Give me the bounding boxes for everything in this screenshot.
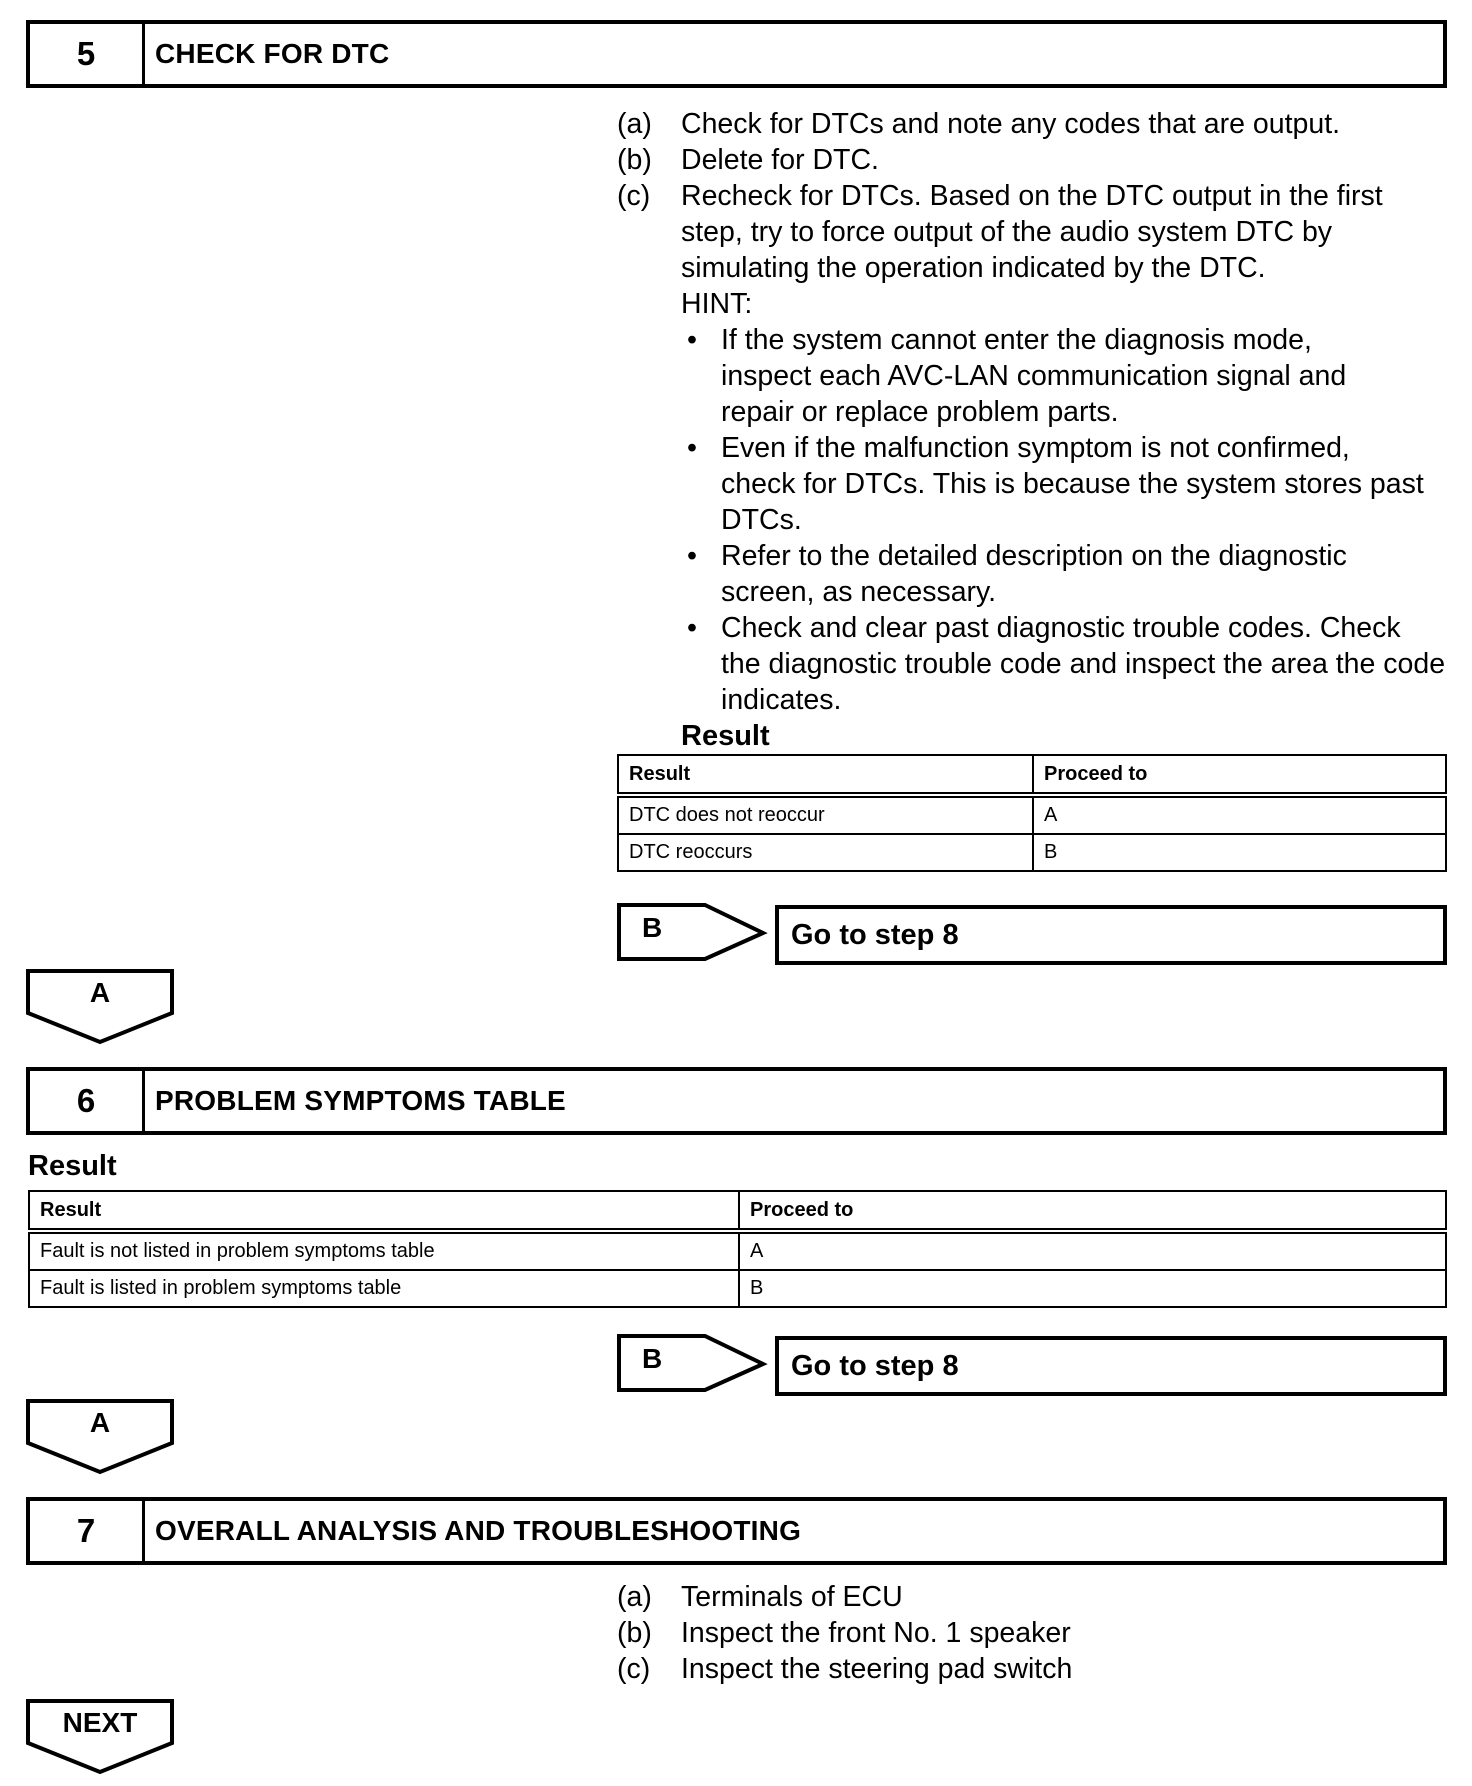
result-cell: Fault is listed in problem symptoms table [29,1270,739,1307]
column-header-proceed: Proceed to [1033,755,1446,795]
item-label: (a) [617,1581,652,1613]
table-row [29,1231,1446,1270]
hint-bullet [617,430,1447,538]
table-header-row [29,1191,1446,1231]
step-7-header [26,1497,1447,1565]
proceed-cell: A [739,1231,1446,1270]
step-5-result-table [617,754,1447,872]
hint-text: Even if the malfunction symptom is not confirmed, check for DTCs. This is because the system stores past DTCs. [721,432,1424,536]
result-heading: Result [28,1150,117,1182]
hint-bullet [617,610,1447,718]
instruction-item [617,1651,1447,1687]
right-arrow-icon [617,1334,769,1394]
hint-bullet [617,322,1447,430]
step-6-header [26,1067,1447,1135]
hint-text: Check and clear past diagnostic trouble codes. Check the diagnostic trouble code and inspect the area the code indicates. [721,612,1446,716]
item-text: Inspect the front No. 1 speaker [681,1617,1071,1649]
result-heading: Result [681,720,770,752]
item-text: Check for DTCs and note any codes that are output. [681,108,1341,140]
proceed-cell: B [739,1270,1446,1307]
proceed-cell: B [1033,834,1446,871]
column-header-result: Result [29,1191,739,1231]
step-title: OVERALL ANALYSIS AND TROUBLESHOOTING [155,1515,802,1546]
hint-label: HINT: [681,288,753,320]
chevron-label: NEXT [62,1707,138,1738]
table-row [29,1270,1446,1307]
chevron-label: A [89,977,111,1008]
hint-text: Refer to the detailed description on the diagnostic screen, as necessary. [721,540,1347,608]
hint-bullet [617,538,1447,610]
bullet-icon: • [687,432,697,464]
proceed-cell: A [1033,795,1446,834]
column-header-result: Result [618,755,1033,795]
step-7-instructions [617,1579,1447,1687]
branch-b-arrow[interactable] [617,903,769,961]
result-cell: Fault is not listed in problem symptoms table [29,1231,739,1270]
instruction-item [617,1579,1447,1615]
step-5-instructions [617,106,1447,754]
result-cell: DTC reoccurs [618,834,1033,871]
next-chevron[interactable] [26,1699,174,1773]
step-title: PROBLEM SYMPTOMS TABLE [155,1085,566,1116]
instruction-item [617,178,1447,286]
column-header-proceed: Proceed to [739,1191,1446,1231]
branch-b-arrow[interactable] [617,1334,769,1392]
go-to-step-8-link[interactable]: Go to step 8 [775,905,1447,965]
step-number: 5 [30,24,145,84]
table-row [618,834,1446,871]
bullet-icon: • [687,612,697,644]
item-text: Terminals of ECU [681,1581,903,1613]
chevron-label: A [89,1407,111,1438]
hint-text: If the system cannot enter the diagnosis mode, inspect each AVC-LAN communication signal and repair or replace problem parts. [721,324,1347,428]
item-label: (b) [617,144,652,176]
item-text: Inspect the steering pad switch [681,1653,1073,1685]
right-arrow-icon [617,903,769,963]
step-title: CHECK FOR DTC [155,38,390,69]
step-number: 6 [30,1071,145,1131]
table-row [618,795,1446,834]
go-to-step-8-link[interactable]: Go to step 8 [775,1336,1447,1396]
result-cell: DTC does not reoccur [618,795,1033,834]
branch-label: B [642,912,663,943]
step-number: 7 [30,1501,145,1561]
item-label: (b) [617,1617,652,1649]
item-label: (c) [617,180,651,212]
table-header-row [618,755,1446,795]
step-5-header [26,20,1447,88]
item-text: Delete for DTC. [681,144,879,176]
bullet-icon: • [687,540,697,572]
instruction-item [617,1615,1447,1651]
item-label: (c) [617,1653,651,1685]
instruction-item [617,142,1447,178]
item-label: (a) [617,108,652,140]
proceed-a-chevron[interactable] [26,969,174,1043]
instruction-item [617,106,1447,142]
proceed-a-chevron[interactable] [26,1399,174,1473]
branch-label: B [642,1343,663,1374]
step-6-result-table [28,1190,1447,1308]
bullet-icon: • [687,324,697,356]
item-text: Recheck for DTCs. Based on the DTC output in the first step, try to force output of the audio system DTC by simulating the operation indicated by the DTC. [681,180,1383,284]
